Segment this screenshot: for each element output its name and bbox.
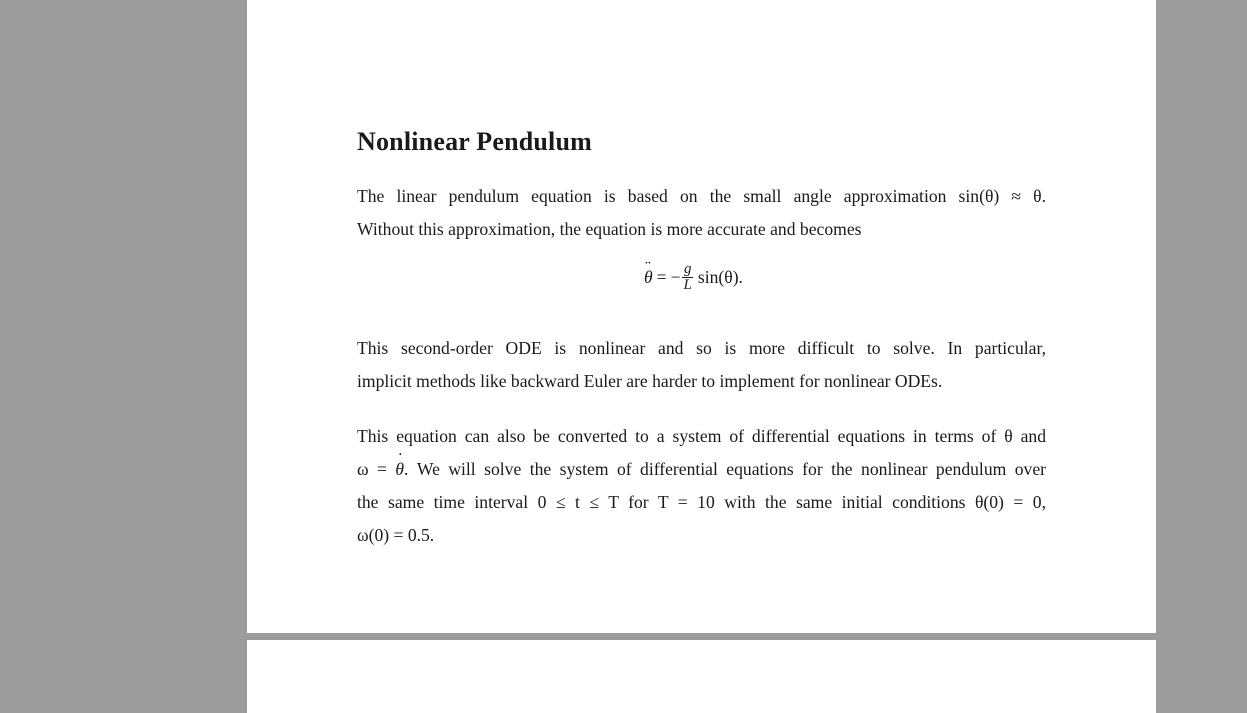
paragraph-intro — [357, 180, 1046, 246]
theta-dot: ˙ θ — [395, 453, 404, 486]
paragraph-line: This second-order ODE is nonlinear and so is more difficult to solve. In particular, — [357, 338, 1046, 358]
paragraph-line: the same time interval 0 ≤ t ≤ T for T = 10 with the same initial conditions θ(0) = 0, — [357, 492, 1046, 512]
paragraph-line: ω(0) = 0.5. — [357, 525, 435, 545]
section-heading: Nonlinear Pendulum — [357, 127, 592, 156]
fraction-denominator: L — [683, 277, 692, 293]
paragraph-line: implicit methods like backward Euler are harder to implement for nonlinear ODEs. — [357, 371, 943, 391]
paragraph-ode — [357, 332, 1046, 398]
document-page — [247, 0, 1156, 633]
equals-sign: = — [656, 267, 667, 287]
equation-rhs: sin(θ). — [697, 267, 743, 287]
paragraph-line: Without this approximation, the equation is more accurate and becomes — [357, 219, 862, 239]
omega-symbol: ω = — [357, 459, 396, 479]
display-equation — [357, 250, 1046, 316]
minus-sign: − — [670, 267, 681, 287]
paragraph-line: The linear pendulum equation is based on the small angle approximation sin(θ) ≈ θ. — [357, 186, 1046, 206]
theta-double-dot: ¨ θ — [644, 267, 653, 288]
page-content — [357, 126, 1046, 552]
document-page-next — [247, 640, 1156, 713]
paragraph-text: . We will solve the system of differential equations for the nonlinear pendulum over — [404, 459, 1046, 479]
fraction — [682, 262, 694, 293]
paragraph-line: This equation can also be converted to a system of differential equations in terms of θ and — [357, 426, 1046, 446]
paragraph-system — [357, 420, 1046, 552]
paragraph-line — [357, 453, 1046, 486]
fraction-numerator: g — [683, 261, 692, 277]
